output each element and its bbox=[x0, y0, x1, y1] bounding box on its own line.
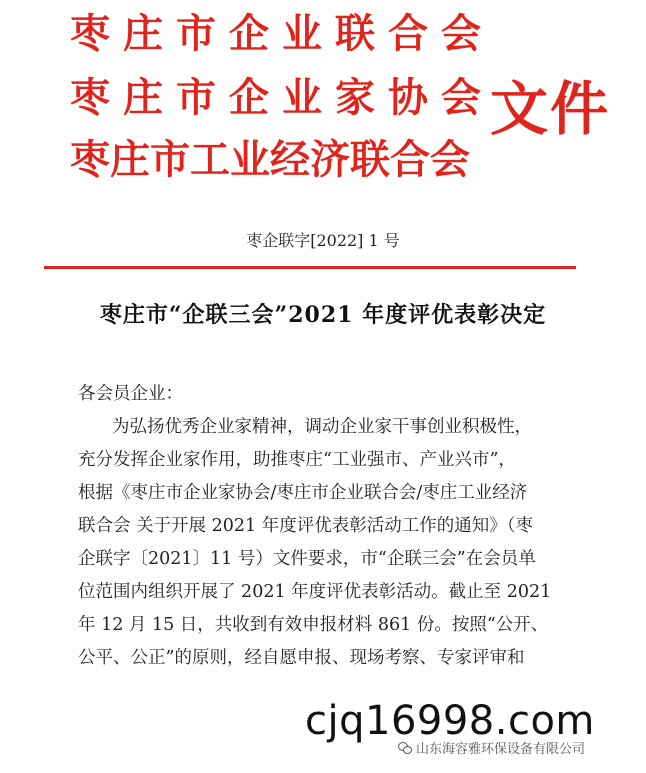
org-name-3: 枣庄市工业经济联合会 bbox=[70, 136, 470, 183]
watermark-company bbox=[398, 738, 585, 757]
red-divider-line bbox=[44, 266, 576, 269]
document-body bbox=[78, 378, 578, 675]
body-line: 公平、公正”的原则，经自愿申报、现场考察、专家评审和 bbox=[78, 648, 525, 668]
body-line: 位范围内组织开展了 2021 年度评优表彰活动。截止至 2021 bbox=[78, 582, 552, 602]
document-title: 枣庄市“企联三会”2021 年度评优表彰决定 bbox=[99, 302, 547, 328]
org-name-2: 枣庄市企业家协会 bbox=[70, 74, 494, 121]
document-number: 枣企联字[2022] 1 号 bbox=[246, 231, 400, 250]
body-line: 年 12 月 15 日，共收到有效申报材料 861 份。按照“公开、 bbox=[78, 615, 549, 635]
watermark-company-name: 山东海容雅环保设备有限公司 bbox=[416, 742, 586, 757]
body-line: 为弘扬优秀企业家精神，调动企业家干事创业积极性， bbox=[112, 417, 532, 437]
wechat-icon bbox=[398, 742, 412, 754]
document-type-label: 文件 bbox=[490, 75, 611, 143]
salutation: 各会员企业： bbox=[78, 384, 183, 404]
body-line: 根据《枣庄市企业家协会/枣庄市企业联合会/枣庄工业经济 bbox=[78, 483, 528, 503]
body-line: 企联字〔2021〕11 号）文件要求，市“企联三会”在会员单 bbox=[78, 549, 536, 569]
org-name-1: 枣庄市企业联合会 bbox=[70, 10, 494, 57]
document-header bbox=[70, 0, 610, 185]
watermark-url: cjq16998.com bbox=[305, 698, 595, 744]
body-line: 充分发挥企业家作用，助推枣庄“工业强市、产业兴市”， bbox=[78, 450, 516, 470]
body-line: 联合会 关于开展 2021 年度评优表彰活动工作的通知》（枣 bbox=[78, 516, 533, 536]
